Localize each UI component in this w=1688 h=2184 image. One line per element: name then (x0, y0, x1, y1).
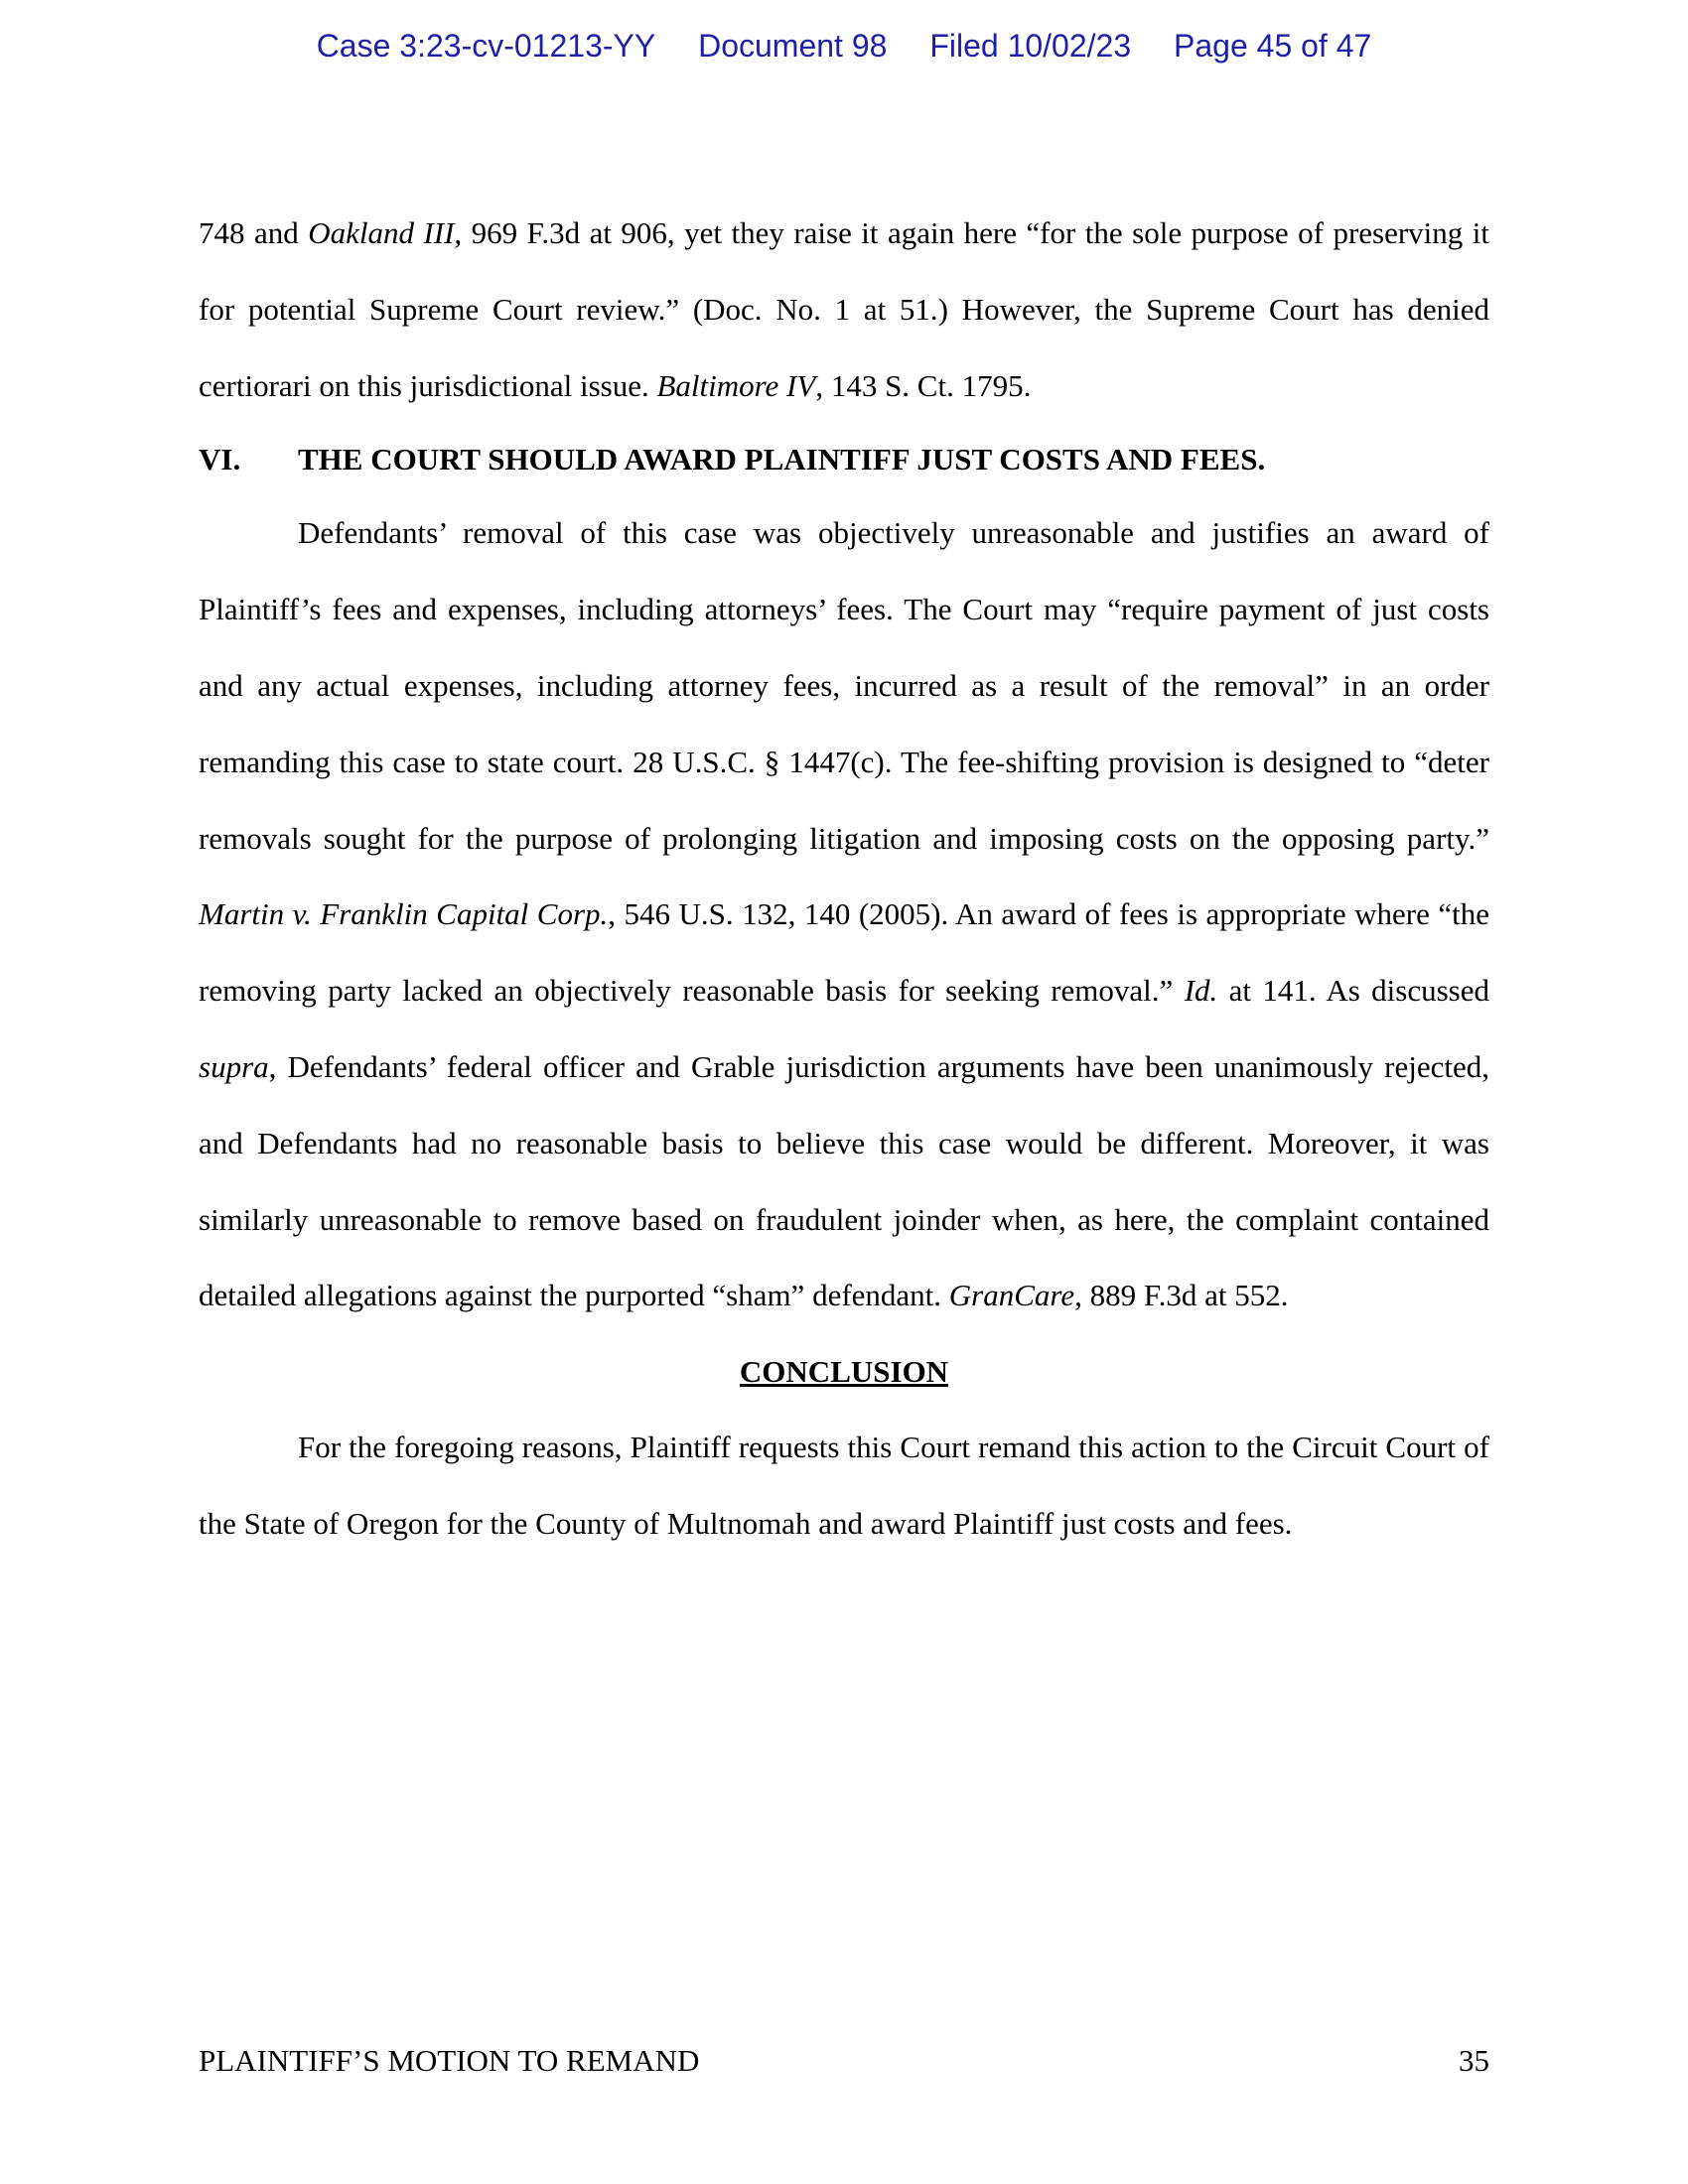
ecf-header (0, 28, 1688, 65)
text-run: at 141. As discussed (1217, 973, 1490, 1009)
conclusion-heading: CONCLUSION (739, 1354, 949, 1390)
ecf-case-number: Case 3:23-cv-01213-YY (316, 28, 656, 64)
section-title: THE COURT SHOULD AWARD PLAINTIFF JUST COSTS AND FEES. (298, 442, 1266, 478)
text-run: , 889 F.3d at 552. (1074, 1278, 1289, 1313)
case-citation: Baltimore IV (656, 367, 816, 403)
case-citation: Martin v. Franklin Capital Corp. (199, 896, 609, 932)
case-citation: Oakland III, (308, 215, 463, 250)
footer-title: PLAINTIFF’S MOTION TO REMAND (199, 2043, 700, 2078)
text-run: 748 and (199, 215, 309, 250)
paragraph-continuation (199, 196, 1489, 424)
paragraph-fees (199, 495, 1489, 1334)
section-heading (199, 424, 1489, 495)
document-body (199, 196, 1489, 1563)
text-run: , Defendants’ federal officer and Grable jurisdiction arguments have been unanimously rejected, and Defendants had no reasonable basis to believe this case would be different. Moreover, it was similarly unreasonable to remove based on fraudulent joinder when, as here, the complaint contained detailed allegations against the purported “sham” defendant. (199, 1048, 1489, 1313)
text-run: 969 F.3d at 906, yet they raise it again here “for the sole purpose of preserving it for potential Supreme Court review.” (Doc. No. 1 at 51.) However, the Supreme Court has denied certiorari on this jurisdictional issue. (199, 215, 1489, 403)
text-run: , 143 S. Ct. 1795. (815, 367, 1032, 403)
case-citation: supra (199, 1048, 269, 1084)
case-citation: Id. (1184, 973, 1218, 1009)
text-run: , 546 U.S. 132, 140 (2005). An award of fees is appropriate where “the removing party lacked an objectively reasonable basis for seeking removal.” (199, 896, 1489, 1009)
paragraph-conclusion: For the foregoing reasons, Plaintiff requests this Court remand this action to the Circuit Court of the State of Oregon for the County of Multnomah and award Plaintiff just costs and fees. (199, 1430, 1489, 1541)
ecf-page-count: Page 45 of 47 (1174, 28, 1372, 64)
text-run: Defendants’ removal of this case was objectively unreasonable and justifies an award of Plaintiff’s fees and expenses, including attorneys’ fees. The Court may “require payment of just costs and any actual expenses, including attorney fees, incurred as a result of the removal” in an order remanding this case to state court. 28 U.S.C. § 1447(c). The fee-shifting provision is designed to “deter removals sought for the purpose of prolonging litigation and imposing costs on the opposing party.” (199, 515, 1489, 856)
ecf-filed-date: Filed 10/02/23 (929, 28, 1132, 64)
section-number: VI. (199, 442, 241, 478)
case-citation: GranCare (948, 1278, 1075, 1313)
ecf-document-number: Document 98 (698, 28, 888, 64)
footer-page-number: 35 (1459, 2043, 1489, 2078)
